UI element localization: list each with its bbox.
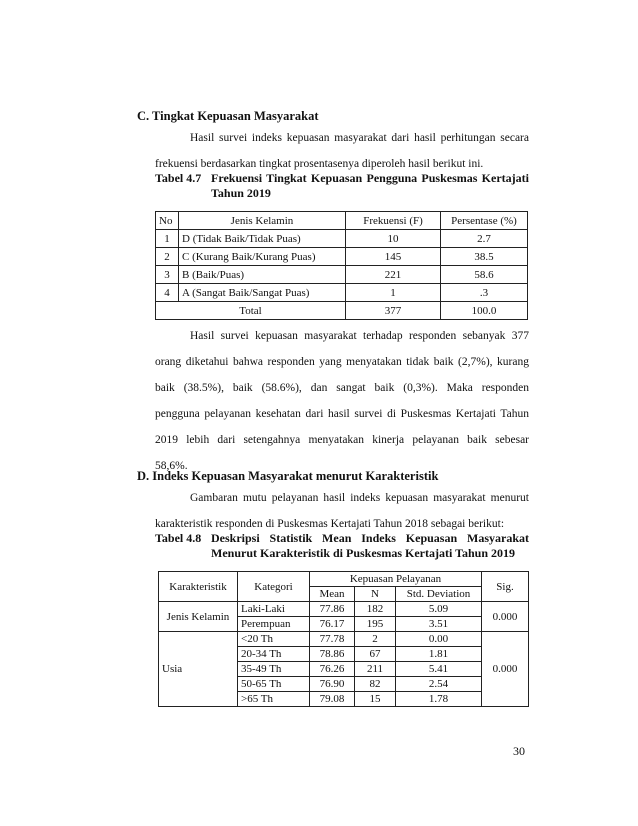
cell-kategori: 20-34 Th: [238, 647, 310, 662]
table-row: [159, 632, 529, 647]
body-line: pengguna pelayanan kesehatan dari hasil survei di Puskesmas Kertajati Tahun: [155, 408, 529, 420]
section-c-body: [155, 323, 529, 479]
cell-category: B (Baik/Puas): [179, 266, 346, 284]
body-line: Hasil survei kepuasan masyarakat terhadap responden sebanyak 377: [190, 330, 529, 342]
cell-mean: 79.08: [310, 692, 355, 707]
cell-n: 82: [355, 677, 396, 692]
cell-category: D (Tidak Baik/Tidak Puas): [179, 230, 346, 248]
table-4-7-label: Tabel 4.7: [155, 171, 202, 185]
table-header-row: [156, 212, 528, 230]
table-4-7: [155, 211, 528, 320]
cell-n: 182: [355, 602, 396, 617]
body-line: orang diketahui bahwa responden yang menyatakan tidak baik (2,7%), kurang: [155, 356, 529, 368]
cell-category: C (Kurang Baik/Kurang Puas): [179, 248, 346, 266]
cell-frequency: 221: [346, 266, 441, 284]
cell-percent: 58.6: [441, 266, 528, 284]
group-jenis-kelamin: Jenis Kelamin: [159, 602, 238, 632]
section-d-intro-line2: karakteristik responden di Puskesmas Kertajati Tahun 2018 sebagai berikut:: [155, 518, 505, 530]
section-c-intro-line2: frekuensi berdasarkan tingkat prosentasenya diperoleh hasil berikut ini.: [155, 158, 484, 170]
header-jenis-kelamin: Jenis Kelamin: [179, 212, 346, 230]
cell-kategori: 35-49 Th: [238, 662, 310, 677]
group-usia: Usia: [159, 632, 238, 707]
section-c-intro: [155, 125, 529, 177]
cell-sd: 1.78: [396, 692, 482, 707]
section-c-title: C. Tingkat Kepuasan Masyarakat: [137, 109, 319, 123]
cell-no: 4: [156, 284, 179, 302]
cell-n: 15: [355, 692, 396, 707]
cell-mean: 78.86: [310, 647, 355, 662]
table-4-8-title-line1: Deskripsi Statistik Mean Indeks Kepuasan Masyarakat: [211, 531, 529, 545]
cell-frequency: 1: [346, 284, 441, 302]
header-frekuensi: Frekuensi (F): [346, 212, 441, 230]
cell-n: 211: [355, 662, 396, 677]
body-line: 2019 lebih dari setengahnya menyatakan kinerja pelayanan baik sebesar: [155, 434, 529, 446]
cell-frequency: 10: [346, 230, 441, 248]
table-header-row: [159, 572, 529, 587]
cell-kategori: <20 Th: [238, 632, 310, 647]
cell-n: 2: [355, 632, 396, 647]
header-n: N: [355, 587, 396, 602]
cell-mean: 76.17: [310, 617, 355, 632]
section-d-intro-line1: Gambaran mutu pelayanan hasil indeks kepuasan masyarakat menurut: [190, 492, 529, 504]
cell-mean: 76.90: [310, 677, 355, 692]
cell-sig: 0.000: [482, 602, 529, 632]
cell-sd: 5.41: [396, 662, 482, 677]
cell-no: 3: [156, 266, 179, 284]
cell-sig: 0.000: [482, 632, 529, 707]
cell-mean: 77.78: [310, 632, 355, 647]
table-row: [156, 230, 528, 248]
header-persentase: Persentase (%): [441, 212, 528, 230]
cell-category: A (Sangat Baik/Sangat Puas): [179, 284, 346, 302]
total-label: Total: [156, 302, 346, 320]
table-row: [156, 248, 528, 266]
header-kepuasan-pelayanan: Kepuasan Pelayanan: [310, 572, 482, 587]
table-4-8-label: Tabel 4.8: [155, 531, 202, 545]
table-4-8-title-line2: Menurut Karakteristik di Puskesmas Kertajati Tahun 2019: [211, 546, 516, 560]
cell-percent: 38.5: [441, 248, 528, 266]
cell-mean: 76.26: [310, 662, 355, 677]
header-kategori: Kategori: [238, 572, 310, 602]
cell-kategori: Perempuan: [238, 617, 310, 632]
cell-sd: 3.51: [396, 617, 482, 632]
cell-sd: 0.00: [396, 632, 482, 647]
table-row: [156, 284, 528, 302]
header-mean: Mean: [310, 587, 355, 602]
table-total-row: [156, 302, 528, 320]
cell-sd: 5.09: [396, 602, 482, 617]
total-frequency: 377: [346, 302, 441, 320]
cell-kategori: Laki-Laki: [238, 602, 310, 617]
cell-percent: .3: [441, 284, 528, 302]
cell-no: 1: [156, 230, 179, 248]
table-4-8: [158, 571, 529, 707]
section-d-intro: [155, 485, 529, 537]
table-4-8-caption: [155, 531, 529, 561]
cell-no: 2: [156, 248, 179, 266]
table-4-7-caption: [155, 171, 529, 201]
cell-n: 195: [355, 617, 396, 632]
cell-percent: 2.7: [441, 230, 528, 248]
cell-n: 67: [355, 647, 396, 662]
table-4-7-title-line2: Tahun 2019: [211, 186, 271, 200]
table-row: [159, 602, 529, 617]
body-line: 58,6%.: [155, 460, 188, 472]
header-no: No: [156, 212, 179, 230]
cell-kategori: >65 Th: [238, 692, 310, 707]
section-d-title: D. Indeks Kepuasan Masyarakat menurut Karakteristik: [137, 469, 439, 483]
header-sig: Sig.: [482, 572, 529, 602]
cell-sd: 1.81: [396, 647, 482, 662]
body-line: baik (38.5%), baik (58.6%), dan sangat baik (0,3%). Maka responden: [155, 382, 529, 394]
table-row: [156, 266, 528, 284]
header-karakteristik: Karakteristik: [159, 572, 238, 602]
section-c-intro-line1: Hasil survei indeks kepuasan masyarakat dari hasil perhitungan secara: [190, 132, 529, 144]
cell-mean: 77.86: [310, 602, 355, 617]
table-4-7-title-line1: Frekuensi Tingkat Kepuasan Pengguna Puskesmas Kertajati: [211, 171, 529, 185]
page-number: 30: [513, 744, 525, 758]
header-std-deviation: Std. Deviation: [396, 587, 482, 602]
cell-sd: 2.54: [396, 677, 482, 692]
total-percent: 100.0: [441, 302, 528, 320]
cell-kategori: 50-65 Th: [238, 677, 310, 692]
cell-frequency: 145: [346, 248, 441, 266]
